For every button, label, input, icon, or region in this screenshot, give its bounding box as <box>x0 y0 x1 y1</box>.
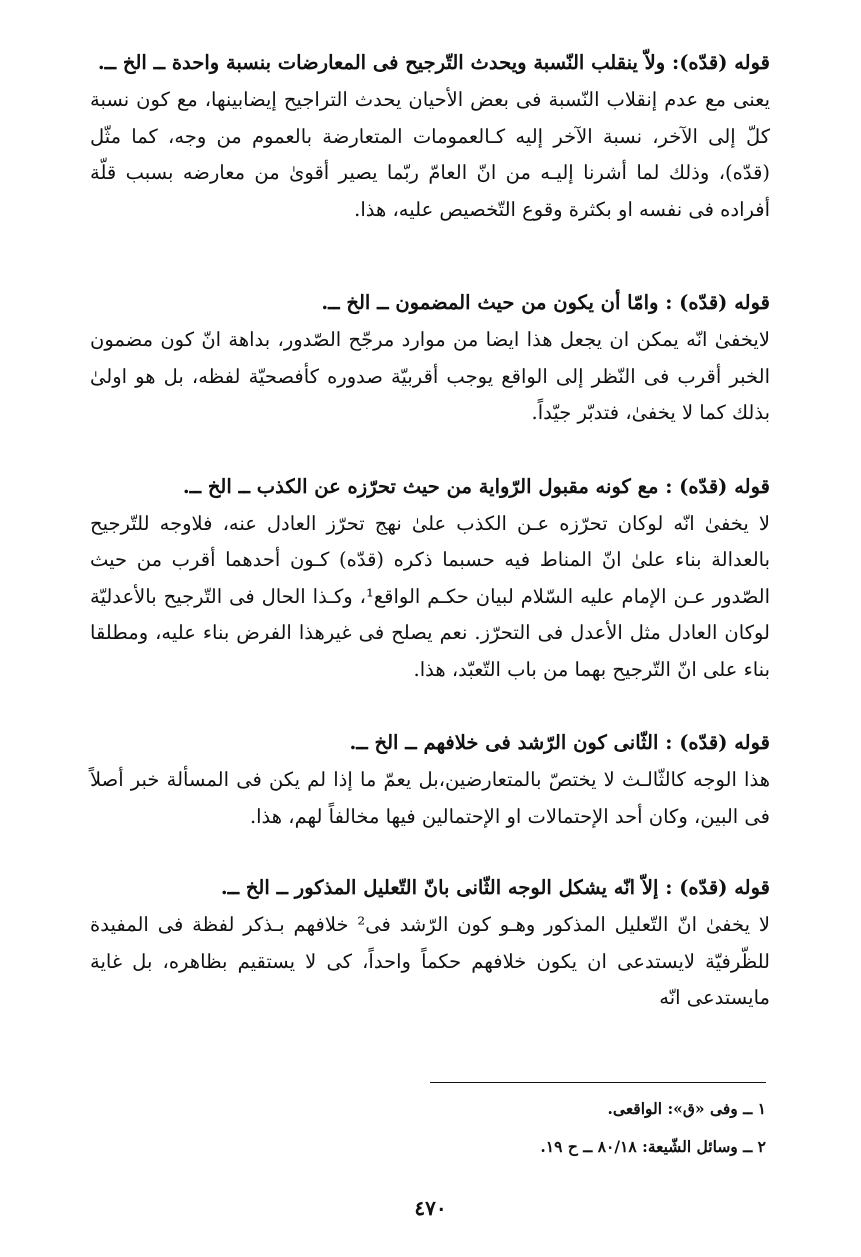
page-body <box>90 48 770 1055</box>
footnote-1: ١ ــ وفى «ق»: الواقعى. <box>607 1099 766 1118</box>
page-number: ٤٧٠ <box>414 1196 447 1220</box>
section-3 <box>90 472 770 689</box>
footnote-divider <box>430 1082 766 1083</box>
section-1 <box>90 48 770 228</box>
section-heading: قوله (قدّه) : إلاّ انّه يشكل الوجه الثّانى بانّ التّعليل المذكور ــ الخ ــ. <box>220 876 770 899</box>
footnote-2: ٢ ــ وسائل الشّيعة: ٨٠/١٨ ــ ح ١٩. <box>540 1137 766 1156</box>
section-paragraph: لا يخفىٰ انّه لوكان تحرّزه عـن الكذب علىٰ نهج تحرّز العادل عنه، فلاوجه للتّرجيح بالعدالة بناء علىٰ انّ المناط فيه حسبما ذكره (قدّه) كـون أحدهما أقرب من حيث الصّدور عـن الإمام عليه السّلام لبيان حكـم الواقع¹، وكـذا الحال فى التّرجيح بالأعدليّة لوكان العادل مثل الأعدل فى التحرّز. نعم يصلح فى غيرهذا الفرض بناء عليه، ومطلقا بناء على انّ التّرجيح بهما من باب التّعبّد، هذا. <box>90 511 770 681</box>
section-heading: قوله (قدّه) : الثّانى كون الرّشد فى خلافهم ــ الخ ــ. <box>349 731 770 754</box>
section-5 <box>90 873 770 1017</box>
footnotes <box>300 1094 766 1170</box>
section-4 <box>90 728 770 835</box>
section-paragraph: يعنى مع عدم إنقلاب النّسبة فى بعض الأحيان يحدث التراجيح إيضابينها، مع كون نسبة كلّ إلى الآخر، نسبة الآخر إليه كـالعمومات المتعارضة بالعموم من وجه، كما مثّل (قدّه)، وذلك لما أشرنا إليـه من انّ العامّ ربّما يصير أقوىٰ من معارضه بسبب قلّة أفراده فى نفسه او بكثرة وقوع التّخصيص عليه، هذا. <box>90 88 770 221</box>
section-paragraph: هذا الوجه كالثّالـث لا يختصّ بالمتعارضين،بل يعمّ ما إذا لم يكن فى المسألة خبر أصلاً فى البين، وكان أحد الإحتمالات او الإحتمالين فيها مخالفاً لهم، هذا. <box>90 768 770 828</box>
section-heading: قوله (قدّه): ولاّ ينقلب النّسبة ويحدث التّرجيح فى المعارضات بنسبة واحدة ــ الخ ــ. <box>97 51 770 74</box>
section-heading: قوله (قدّه) : وامّا أن يكون من حيث المضمون ــ الخ ــ. <box>321 291 770 314</box>
section-paragraph: لا يخفىٰ انّ التّعليل المذكور وهـو كون الرّشد فى² خلافهم بـذكر لفظة فى المفيدة للظّرفيّة لايستدعى ان يكون خلافهم حكماً واحداً، كى لا يستقيم بظاهره، بل غاية مايستدعى انّه <box>90 913 770 1009</box>
section-2 <box>90 288 770 432</box>
section-heading: قوله (قدّه) : مع كونه مقبول الرّواية من حيث تحرّزه عن الكذب ــ الخ ــ. <box>182 474 770 498</box>
section-paragraph: لايخفىٰ انّه يمكن ان يجعل هذا ايضا من موارد مرجّح الصّدور، بداهة انّ كون مضمون الخبر أقرب فى النّظر إلى الواقع يوجب أقربيّة صدوره كأفصحيّة لفظه، بل هو اولىٰ بذلك كما لا يخفىٰ، فتدبّر جيّداً. <box>90 328 770 424</box>
